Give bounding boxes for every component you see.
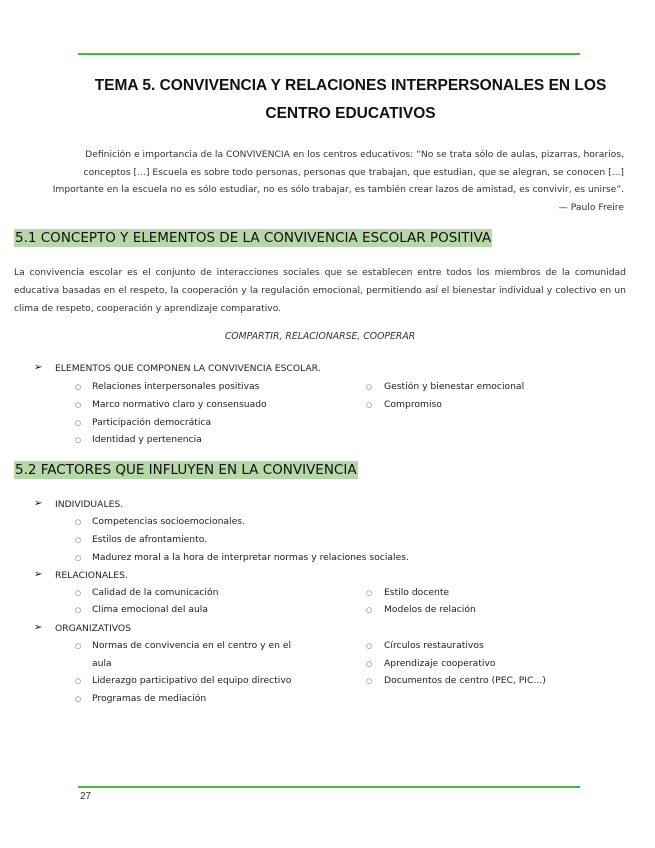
title-line-1: TEMA 5. CONVIVENCIA Y RELACIONES INTERPERSONALES EN LOS <box>94 77 607 94</box>
motto: COMPARTIR, RELACIONARSE, COOPERAR <box>224 331 416 342</box>
top-rule <box>78 53 580 55</box>
circle-bullet-icon: ○ <box>75 419 82 427</box>
section-heading-5-2: 5.2 FACTORES QUE INFLUYEN EN LA CONVIVENCIA <box>15 462 357 478</box>
title-line-2: CENTRO EDUCATIVOS <box>265 105 436 122</box>
circle-bullet-icon: ○ <box>75 554 82 562</box>
circle-bullet-icon: ○ <box>75 518 82 526</box>
list-item: Aprendizaje cooperativo <box>384 658 496 669</box>
circle-bullet-icon: ○ <box>366 677 373 685</box>
arrow-bullet-icon: ➢ <box>34 569 43 580</box>
list-item: Identidad y pertenencia <box>92 434 202 445</box>
circle-bullet-icon: ○ <box>366 642 373 650</box>
arrow-bullet-icon: ➢ <box>34 362 43 373</box>
intro-line: Importante en la escuela no es sólo estudiar, no es sólo trabajar, es también crear lazos de amistad, es convivir, es unirse”. <box>52 184 624 195</box>
bottom-rule <box>78 786 580 788</box>
circle-bullet-icon: ○ <box>366 606 373 614</box>
list-item: Documentos de centro (PEC, PIC...) <box>384 675 546 686</box>
list-item: Círculos restaurativos <box>384 640 484 651</box>
circle-bullet-icon: ○ <box>366 401 373 409</box>
arrow-bullet-icon: ➢ <box>34 622 43 633</box>
circle-bullet-icon: ○ <box>75 642 82 650</box>
intro-line: conceptos [...] Escuela es sobre todo personas, personas que trabajan, que estudian, que se alegran, se conocen [...] <box>83 166 624 178</box>
list-item-continuation: aula <box>92 658 112 669</box>
circle-bullet-icon: ○ <box>75 401 82 409</box>
list-item: Calidad de la comunicación <box>92 587 219 598</box>
list-item: Competencias socioemocionales. <box>92 516 245 527</box>
intro-line: Definición e importancia de la CONVIVENCIA en los centros educativos: “No se trata sólo de aulas, pizarras, horarios, <box>85 149 624 160</box>
circle-bullet-icon: ○ <box>75 695 82 703</box>
list-item: Programas de mediación <box>92 693 207 704</box>
circle-bullet-icon: ○ <box>75 677 82 685</box>
definition-paragraph: La convivencia escolar es el conjunto de interacciones sociales que se establecen entre todos los miembros de la comunidad educativa basadas en el respeto, la cooperación y la regulación emocional, permitiendo así el bienestar individual y colectivo en un clima de respeto, cooperación y aprendizaje comparativo. <box>14 267 626 314</box>
list-item: Clima emocional del aula <box>92 604 208 615</box>
list-item: Marco normativo claro y consensuado <box>92 399 267 410</box>
list-item: Modelos de relación <box>384 604 476 615</box>
list-item: Participación democrática <box>92 417 212 428</box>
list-item: Gestión y bienestar emocional <box>384 381 525 392</box>
circle-bullet-icon: ○ <box>366 660 373 668</box>
list-item: Relaciones interpersonales positivas <box>92 381 260 392</box>
list-item: Normas de convivencia en el centro y en el <box>92 640 292 651</box>
circle-bullet-icon: ○ <box>75 606 82 614</box>
section-heading-5-1: 5.1 CONCEPTO Y ELEMENTOS DE LA CONVIVENCIA ESCOLAR POSITIVA <box>15 230 492 246</box>
relacionales-label: RELACIONALES. <box>55 570 128 581</box>
list-item: Madurez moral a la hora de interpretar normas y relaciones sociales. <box>92 552 409 563</box>
circle-bullet-icon: ○ <box>366 589 373 597</box>
list-item: Liderazgo participativo del equipo directivo <box>92 675 292 686</box>
circle-bullet-icon: ○ <box>75 383 82 391</box>
quote-author: — Paulo Freire <box>558 201 624 213</box>
list-item: Compromiso <box>384 399 442 410</box>
circle-bullet-icon: ○ <box>75 589 82 597</box>
page-title <box>78 72 623 128</box>
circle-bullet-icon: ○ <box>75 536 82 544</box>
individuales-label: INDIVIDUALES. <box>55 499 124 510</box>
page-number: 27 <box>80 791 92 802</box>
list-item: Estilo docente <box>384 587 450 598</box>
circle-bullet-icon: ○ <box>366 383 373 391</box>
arrow-bullet-icon: ➢ <box>34 498 43 509</box>
circle-bullet-icon: ○ <box>75 436 82 444</box>
list-item: Estilos de afrontamiento. <box>92 534 208 545</box>
intro-quote <box>14 146 624 216</box>
organizativos-label: ORGANIZATIVOS <box>55 623 131 634</box>
elements-label: ELEMENTOS QUE COMPONEN LA CONVIVENCIA ESCOLAR. <box>55 363 321 374</box>
